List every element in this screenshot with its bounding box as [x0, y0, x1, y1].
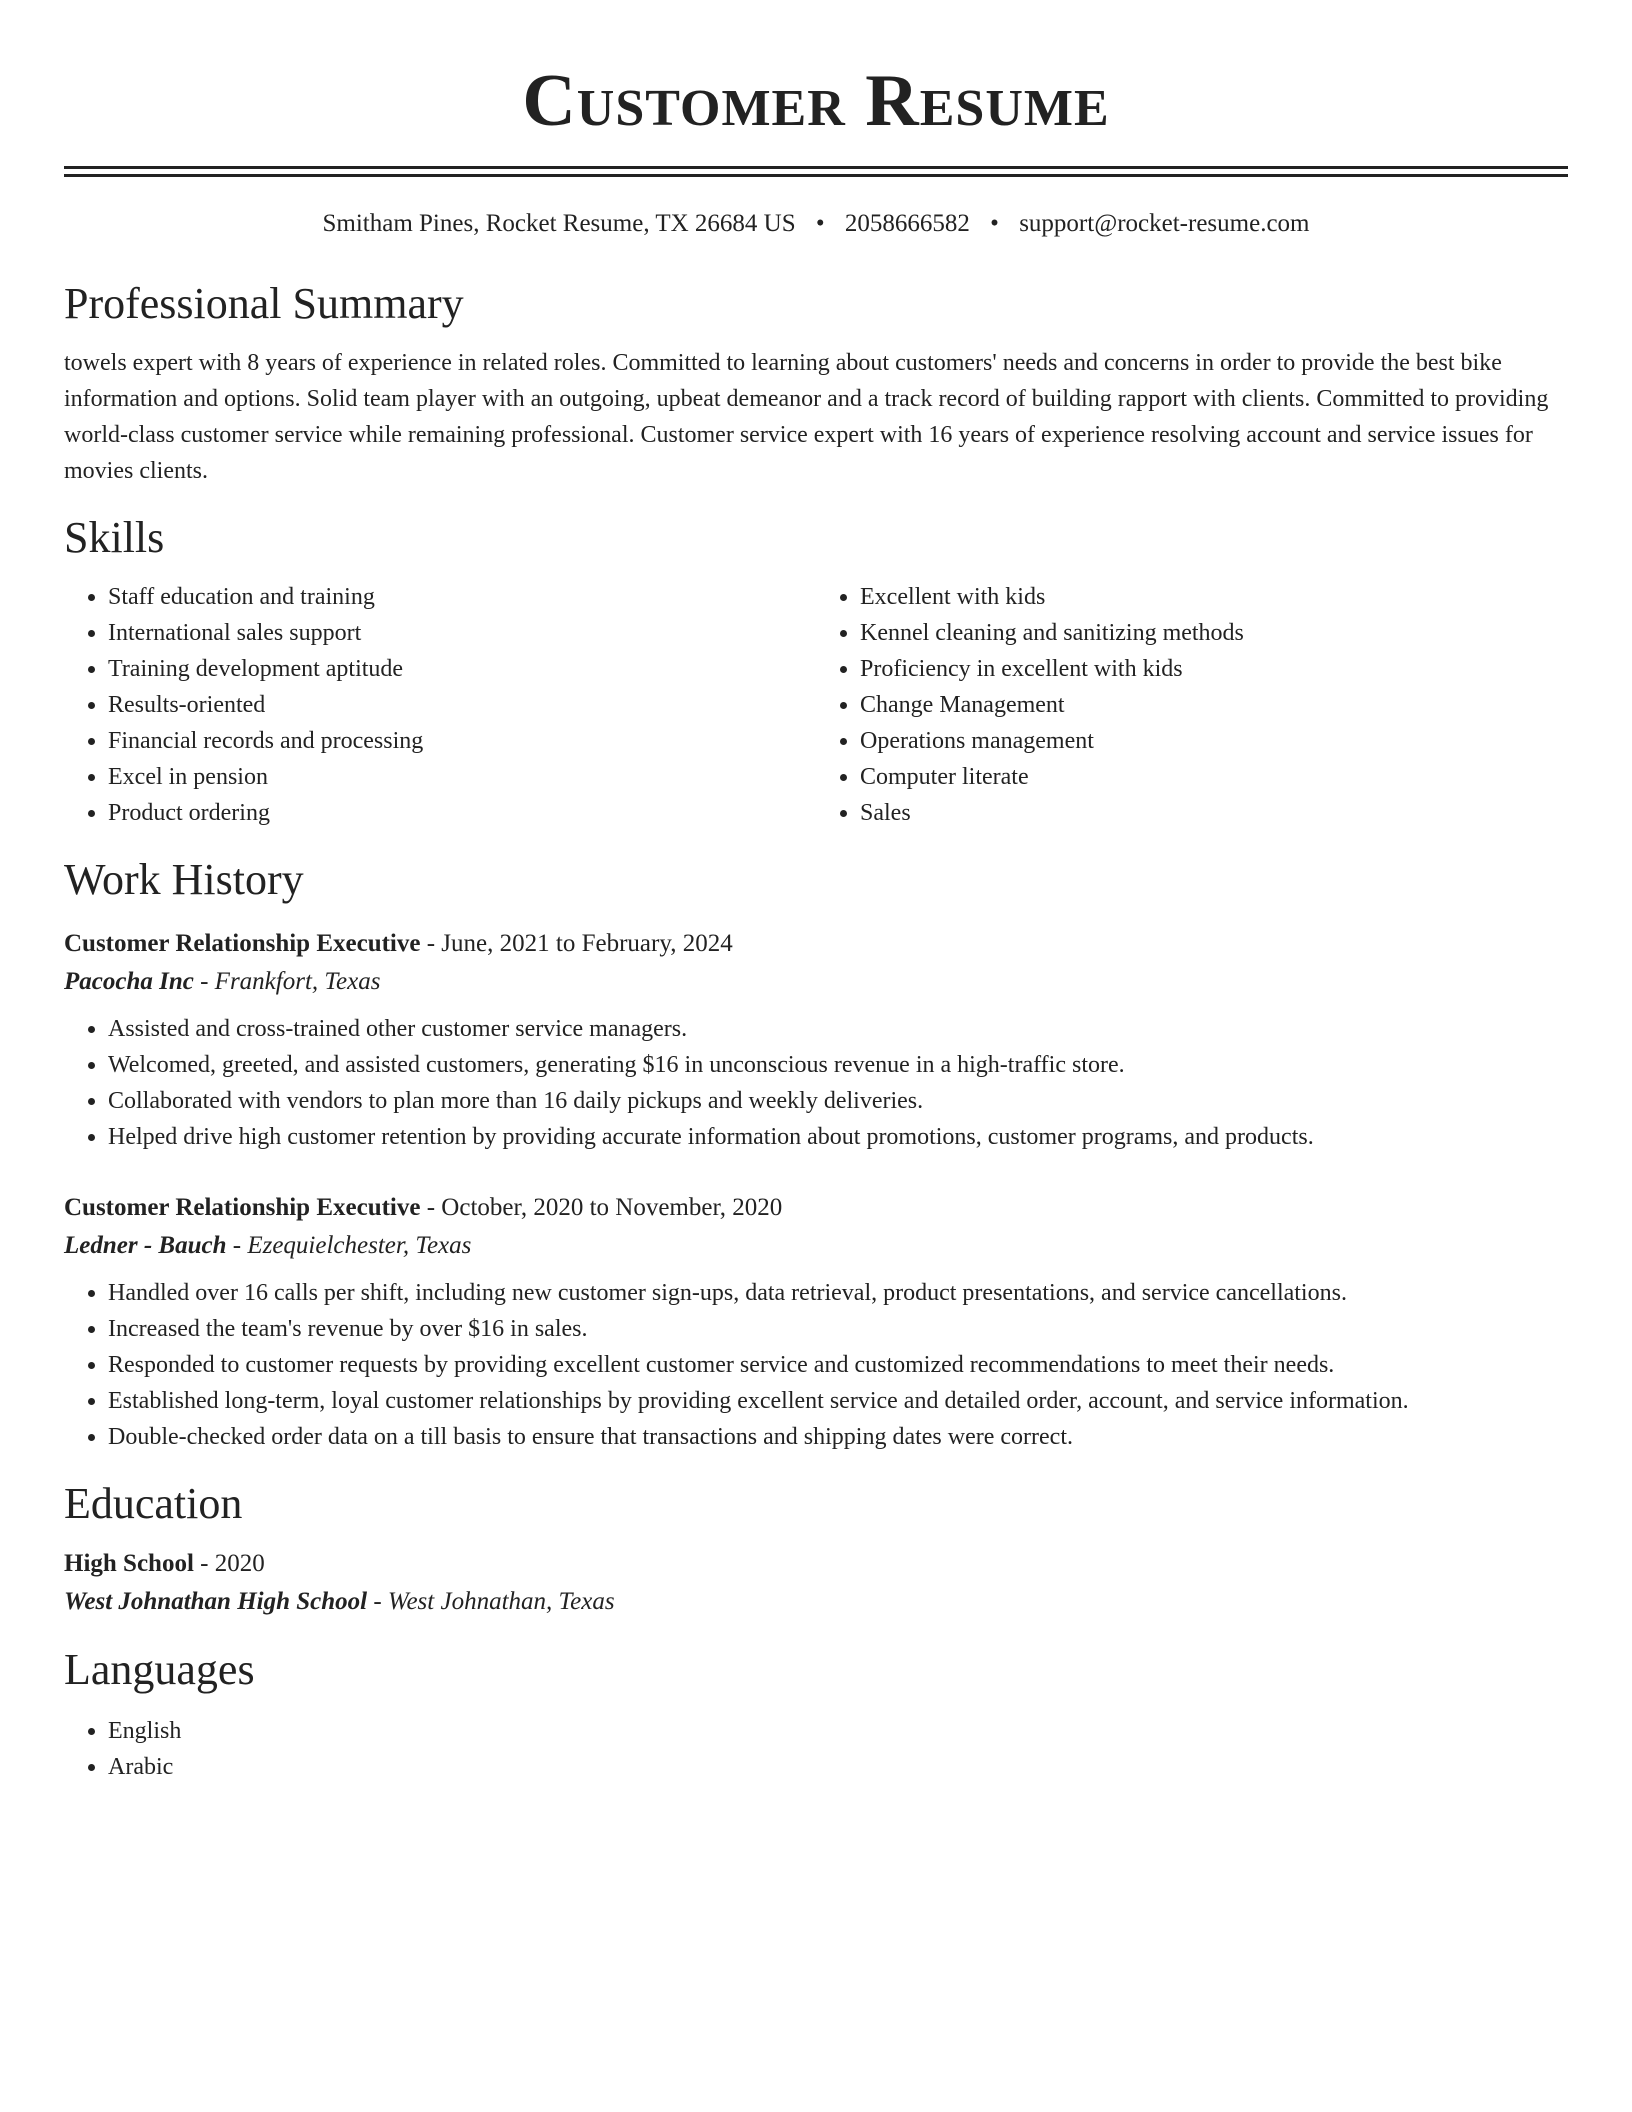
skill-item: • Kennel cleaning and sanitizing methods [860, 615, 1568, 651]
skills-grid [64, 579, 1568, 831]
job-dates: - October, 2020 to November, 2020 [420, 1194, 783, 1221]
job-company-line [64, 963, 1568, 1001]
summary-section [64, 277, 1568, 489]
job-company: Ledner - Bauch [64, 1232, 227, 1259]
job-title-line [64, 1189, 1568, 1227]
education-year: - 2020 [193, 1550, 265, 1577]
job-bullet: • Helped drive high customer retention by providing accurate information about promotions, customer programs, and products. [108, 1119, 1568, 1155]
bullet-separator: • [990, 210, 999, 237]
job-bullets [64, 1011, 1568, 1155]
contact-address: Smitham Pines, Rocket Resume, TX 26684 US [322, 210, 796, 237]
languages-heading: Languages [64, 1645, 255, 1694]
education-degree-line [64, 1545, 1568, 1583]
job-title: Customer Relationship Executive [64, 1194, 421, 1221]
job-title: Customer Relationship Executive [64, 930, 421, 957]
job-company-line [64, 1227, 1568, 1265]
education-location: - West Johnathan, Texas [367, 1588, 615, 1615]
languages-section [64, 1643, 1568, 1785]
contact-phone: 2058666582 [844, 210, 970, 237]
job-bullet: • Assisted and cross-trained other customer service managers. [108, 1011, 1568, 1047]
skill-item: • Excel in pension [108, 759, 816, 795]
education-degree: High School [64, 1550, 194, 1577]
job-location: - Frankfort, Texas [193, 968, 381, 995]
work-history-heading: Work History [64, 855, 304, 904]
skill-item: • Sales [860, 795, 1568, 831]
education-school-line [64, 1583, 1568, 1621]
bullet-separator: • [815, 210, 825, 237]
job-bullet: • Increased the team's revenue by over $16 in sales. [108, 1311, 1568, 1347]
job-company: Pacocha Inc [64, 968, 194, 995]
job-entry [64, 925, 1568, 1155]
skill-item: • Staff education and training [108, 579, 816, 615]
skill-item: • Computer literate [860, 759, 1568, 795]
education-entry [64, 1545, 1568, 1621]
job-location: - Ezequielchester, Texas [226, 1232, 472, 1259]
skills-list-right [816, 579, 1568, 831]
contact-line [64, 207, 1568, 241]
skill-item: • Training development aptitude [108, 651, 816, 687]
job-bullet: • Double-checked order data on a till basis to ensure that transactions and shipping dates were correct. [108, 1419, 1568, 1455]
skill-item: • Excellent with kids [860, 579, 1568, 615]
education-heading: Education [64, 1479, 243, 1528]
skill-item: • Operations management [860, 723, 1568, 759]
job-bullets [64, 1275, 1568, 1455]
job-entry [64, 1189, 1568, 1455]
job-bullet: • Established long-term, loyal customer relationships by providing excellent service and detailed order, account, and service information. [108, 1383, 1568, 1419]
language-item: • English [108, 1713, 1568, 1749]
skill-item: • Proficiency in excellent with kids [860, 651, 1568, 687]
job-bullet: • Welcomed, greeted, and assisted customers, generating $16 in unconscious revenue in a high-traffic store. [108, 1047, 1568, 1083]
skill-item: • International sales support [108, 615, 816, 651]
summary-text: towels expert with 8 years of experience in related roles. Committed to learning about customers' needs and concerns in order to provide the best bike information and options. Solid team player with an outgoing, upbeat demeanor and a track record of building rapport with clients. Committed to providing world-class customer service while remaining professional. Customer service expert with 16 years of experience resolving account and service issues for movies clients. [64, 350, 1549, 484]
languages-list [64, 1713, 1568, 1785]
job-dates: - June, 2021 to February, 2024 [420, 930, 733, 957]
skill-item: • Financial records and processing [108, 723, 816, 759]
skills-heading: Skills [64, 513, 165, 562]
education-school: West Johnathan High School [64, 1588, 368, 1615]
language-item: • Arabic [108, 1749, 1568, 1785]
skill-item: • Change Management [860, 687, 1568, 723]
education-section [64, 1477, 1568, 1621]
title-double-rule [64, 166, 1568, 177]
job-bullet: • Collaborated with vendors to plan more than 16 daily pickups and weekly deliveries. [108, 1083, 1568, 1119]
skills-section [64, 511, 1568, 831]
skill-item: • Results-oriented [108, 687, 816, 723]
skill-item: • Product ordering [108, 795, 816, 831]
summary-heading: Professional Summary [64, 279, 464, 328]
skills-list-left [64, 579, 816, 831]
contact-email: support@rocket-resume.com [1019, 210, 1310, 237]
resume-title: Customer Resume [522, 60, 1110, 142]
work-history-section [64, 853, 1568, 1455]
job-bullet: • Responded to customer requests by providing excellent customer service and customized recommendations to meet their needs. [108, 1347, 1568, 1383]
job-bullet: • Handled over 16 calls per shift, including new customer sign-ups, data retrieval, product presentations, and service cancellations. [108, 1275, 1568, 1311]
job-title-line [64, 925, 1568, 963]
